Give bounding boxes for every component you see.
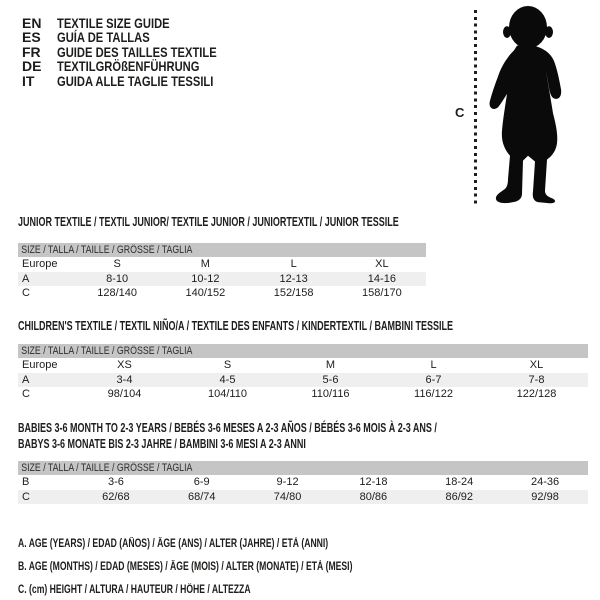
legend-line-b bbox=[18, 556, 464, 579]
table-row bbox=[18, 373, 588, 388]
legend-line-c bbox=[18, 579, 464, 600]
value-cell: 122/128 bbox=[516, 388, 557, 401]
section-title-text: BABIES 3-6 MONTH TO 2-3 YEARS / BEBÉS 3-6 MESES A 2-3 AÑOS / BÉBÉS 3-6 MOIS À 2-3 ANS / bbox=[18, 421, 437, 435]
value-cell: 4-5 bbox=[219, 373, 236, 386]
language-row bbox=[22, 59, 257, 73]
value-cell: XL bbox=[375, 258, 389, 271]
value-cell: M bbox=[325, 359, 336, 372]
value-cell: 3-6 bbox=[107, 476, 124, 489]
value-cell: 80/86 bbox=[359, 490, 388, 503]
size-header-bar bbox=[18, 461, 588, 475]
legend-text: B. AGE (MONTHS) / EDAD (MESES) / ÂGE (MOIS) / ALTER (MONATE) / ETÀ (MESI) bbox=[18, 561, 353, 573]
value-cell: L bbox=[430, 359, 437, 372]
value-cell: 128/140 bbox=[97, 287, 137, 300]
value-cell: 62/68 bbox=[102, 490, 130, 503]
size-header-text: SIZE / TALLA / TAILLE / GRÖSSE / TAGLIA bbox=[21, 345, 193, 357]
language-row bbox=[22, 74, 257, 88]
guide-title: GUIDA ALLE TAGLIE TESSILI bbox=[57, 72, 214, 89]
language-row bbox=[22, 16, 257, 30]
language-row bbox=[22, 45, 257, 59]
value-cell: 104/110 bbox=[208, 388, 247, 401]
language-code: ES bbox=[22, 29, 41, 46]
table-row bbox=[18, 490, 588, 505]
babies-size-table bbox=[18, 475, 588, 504]
value-cell: 98/104 bbox=[107, 388, 142, 401]
table-row bbox=[18, 257, 426, 272]
value-cell: XS bbox=[117, 359, 132, 372]
value-cell: 110/116 bbox=[311, 388, 350, 401]
children-size-table bbox=[18, 358, 588, 402]
height-measure-label: C bbox=[455, 105, 465, 120]
value-cell: 12-18 bbox=[359, 476, 388, 489]
value-cell: XL bbox=[529, 359, 544, 372]
value-cell: 74/80 bbox=[273, 490, 302, 503]
table-row bbox=[18, 358, 588, 373]
section-title-text: CHILDREN'S TEXTILE / TEXTIL NIÑO/A / TEXTILE DES ENFANTS / KINDERTEXTIL / BAMBINI TESSILE bbox=[18, 319, 454, 333]
size-header-bar bbox=[18, 243, 426, 257]
row-label-cell: A bbox=[22, 272, 30, 285]
table-row bbox=[18, 387, 588, 402]
row-label-cell: Europe bbox=[22, 359, 58, 372]
section-title-text-line2: BABYS 3-6 MONATE BIS 2-3 JAHRE / BAMBINI 3-6 MESI A 2-3 ANNI bbox=[18, 437, 306, 451]
value-cell: 7-8 bbox=[528, 373, 545, 386]
value-cell: L bbox=[290, 258, 297, 271]
legend-text: C. (cm) HEIGHT / ALTURA / HAUTEUR / HÖHE / ALTEZZA bbox=[18, 584, 251, 596]
row-label-cell: A bbox=[22, 373, 30, 386]
value-cell: 12-13 bbox=[279, 272, 308, 285]
value-cell: 116/122 bbox=[414, 388, 453, 401]
section-title-children bbox=[18, 318, 600, 334]
table-row bbox=[18, 272, 426, 287]
value-cell: 18-24 bbox=[445, 476, 474, 489]
legend-line-a bbox=[18, 533, 464, 556]
toddler-silhouette-image bbox=[481, 5, 569, 206]
value-cell: 3-4 bbox=[116, 373, 133, 386]
language-title-block bbox=[22, 16, 257, 88]
value-cell: 9-12 bbox=[276, 476, 299, 489]
legend-block bbox=[18, 533, 464, 600]
guide-title: TEXTILE SIZE GUIDE bbox=[57, 15, 170, 31]
language-row bbox=[22, 30, 257, 44]
row-label-cell: Europe bbox=[22, 258, 58, 271]
value-cell: S bbox=[223, 359, 232, 372]
size-header-text: SIZE / TALLA / TAILLE / GRÖSSE / TAGLIA bbox=[21, 462, 193, 474]
value-cell: 8-10 bbox=[106, 272, 129, 285]
value-cell: 92/98 bbox=[531, 490, 559, 503]
table-row bbox=[18, 475, 588, 490]
language-code: EN bbox=[22, 15, 42, 31]
value-cell: S bbox=[113, 258, 121, 271]
guide-title: GUÍA DE TALLAS bbox=[57, 29, 150, 46]
value-cell: 5-6 bbox=[322, 373, 339, 386]
value-cell: 24-36 bbox=[531, 476, 560, 489]
value-cell: 152/158 bbox=[273, 287, 314, 300]
value-cell: 140/152 bbox=[185, 287, 226, 300]
row-label-cell: C bbox=[22, 490, 30, 503]
section-title-text: JUNIOR TEXTILE / TEXTIL JUNIOR/ TEXTILE JUNIOR / JUNIORTEXTIL / JUNIOR TESSILE bbox=[18, 215, 399, 229]
value-cell: 10-12 bbox=[191, 272, 220, 285]
value-cell: 158/170 bbox=[361, 287, 402, 300]
value-cell: 86/92 bbox=[445, 490, 473, 503]
guide-title: TEXTILGRÖßENFÜHRUNG bbox=[57, 58, 200, 75]
language-code: IT bbox=[22, 72, 35, 89]
legend-text: A. AGE (YEARS) / EDAD (AÑOS) / ÂGE (ANS) / ALTER (JAHRE) / ETÀ (ANNI) bbox=[18, 538, 329, 550]
row-label-cell: B bbox=[22, 476, 30, 489]
value-cell: 6-9 bbox=[193, 476, 210, 489]
section-title-junior bbox=[18, 214, 547, 230]
language-code: DE bbox=[22, 58, 42, 75]
value-cell: M bbox=[200, 258, 210, 271]
height-measure-dotted-line bbox=[474, 10, 477, 207]
size-header-text: SIZE / TALLA / TAILLE / GRÖSSE / TAGLIA bbox=[21, 244, 193, 256]
section-title-babies bbox=[18, 420, 600, 452]
language-code: FR bbox=[22, 43, 41, 60]
size-header-bar bbox=[18, 344, 588, 358]
value-cell: 14-16 bbox=[367, 272, 396, 285]
value-cell: 6-7 bbox=[425, 373, 442, 386]
junior-size-table bbox=[18, 257, 426, 301]
value-cell: 68/74 bbox=[187, 490, 216, 503]
row-label-cell: C bbox=[22, 287, 30, 300]
guide-title: GUIDE DES TAILLES TEXTILE bbox=[57, 43, 217, 60]
row-label-cell: C bbox=[22, 388, 30, 401]
table-row bbox=[18, 286, 426, 301]
